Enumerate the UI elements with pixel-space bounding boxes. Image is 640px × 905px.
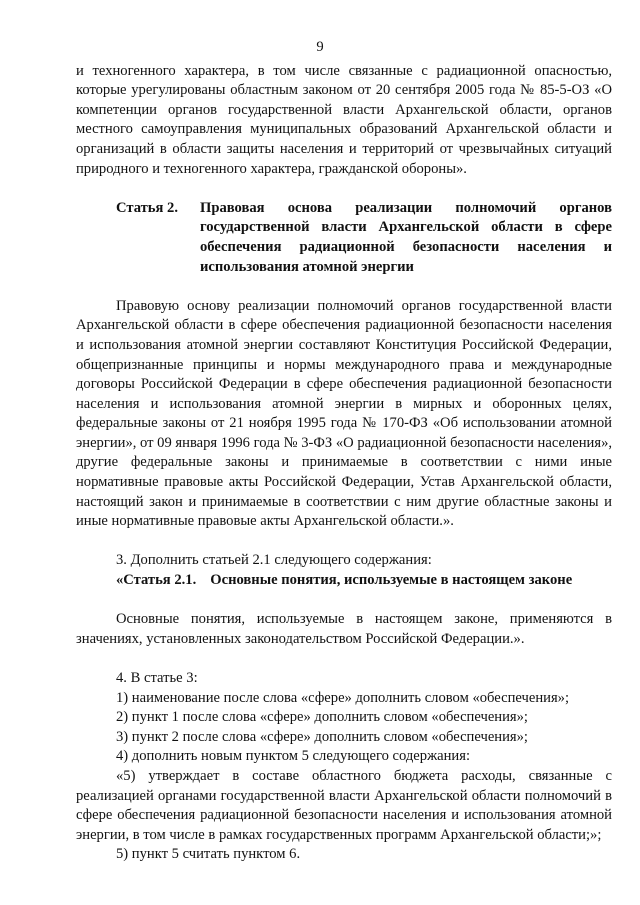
article-2-1-label: «Статья 2.1. [116,572,197,589]
article-2-body: Правовую основу реализации полномочий органов государственной власти Архангельской области в сфере обеспечения радиационной безопасности населения и использования атомной энергии составляют Конституция Российской Федерации, общепризнанные принципы и нормы международного права и международные договоры Российской Федерации в сфере обеспечения радиационной безопасности населения и использования атомной энергии в мирных и оборонных целях, федеральные законы от 21 ноября 1995 года № 170-ФЗ «Об использовании атомной энергии», от 09 января 1996 года № 3-ФЗ «О радиационной безопасности населения», другие федеральные законы и принимаемые в соответствии с ними иные нормативные правовые акты Российской Федерации, Устав Архангельской области, настоящий закон и принимаемые в соответствии с ним другие областные законы и иные нормативные правовые акты Архангельской области.». [76,297,613,530]
list-item: 1) наименование после слова «сфере» дополнить словом «обеспечения»; [116,689,570,706]
list-item: 3) пункт 2 после слова «сфере» дополнить словом «обеспечения»; [116,728,528,745]
item-4-quote: «5) утверждает в составе областного бюджета расходы, связанные с реализацией органами государственной власти Архангельской области полномочий в сфере обеспечения радиационной безопасности населения и использования атомной энергии, в том числе в рамках государственных программ Архангельской области;»; [76,767,612,843]
article-2-1-title: Основные понятия, используемые в настоящем законе [210,572,573,589]
page-number: 9 [316,39,324,55]
spacer [76,277,612,297]
spacer [76,649,612,669]
item-4-last: 5) пункт 5 считать пунктом 6. [116,846,301,863]
article-2-1-heading [76,571,612,591]
article-2-title: Правовая основа реализации полномочий органов государственной власти Архангельской области в сфере обеспечения радиационной безопасности населения и использования атомной энергии [200,199,612,275]
spacer [76,179,612,199]
list-item: 4) дополнить новым пунктом 5 следующего содержания: [116,748,471,765]
item-4-intro: 4. В статье 3: [116,670,198,686]
article-2-label: Статья 2. [116,199,178,216]
article-2-1-body: Основные понятия, используемые в настоящем законе, применяются в значениях, установленных законодательством Российской Федерации.». [76,611,612,647]
intro-paragraph: и техногенного характера, в том числе связанные с радиационной опасностью, которые урегулированы областным законом от 20 сентября 2005 года № 85-5-ОЗ «О компетенции органов государственной власти Архангельской области, органов местного самоуправления муниципальных образований Архангельской области и организаций в области защиты населения и территорий от чрезвычайных ситуаций природного и техногенного характера, гражданской обороны». [76,62,612,177]
item-3-intro: 3. Дополнить статьей 2.1 следующего содержания: [116,552,432,569]
spacer [76,532,612,552]
spacer [76,591,612,611]
article-2-heading [76,199,612,277]
list-item: 2) пункт 1 после слова «сфере» дополнить словом «обеспечения»; [116,709,528,726]
